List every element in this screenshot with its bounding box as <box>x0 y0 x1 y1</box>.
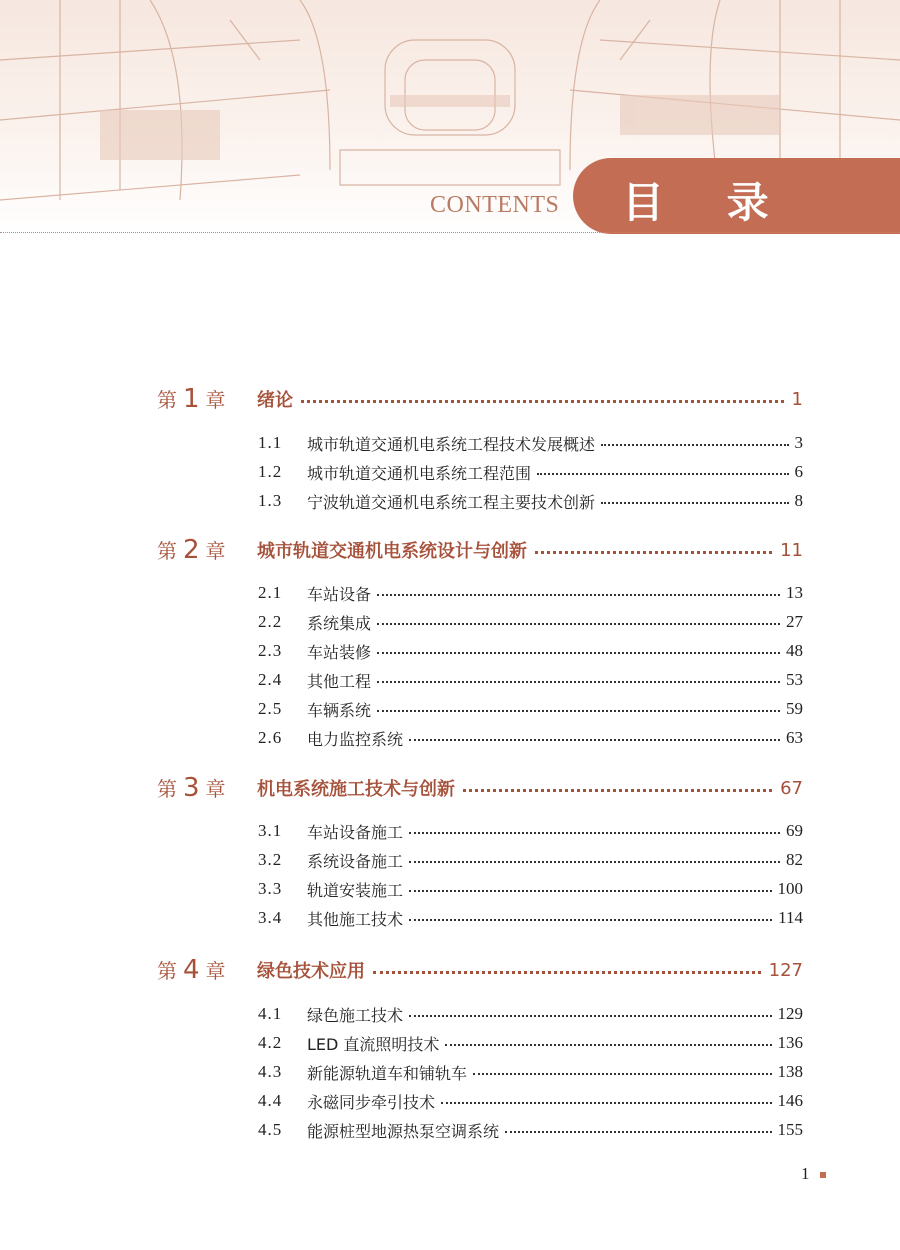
section-entry[interactable] <box>258 459 803 485</box>
section-entry[interactable] <box>258 667 803 693</box>
section-page: 13 <box>786 583 803 602</box>
leader-dots <box>601 444 788 446</box>
page-title: 目 录 <box>622 178 793 227</box>
chapter-title: 绿色技术应用 <box>257 961 365 982</box>
section-number: 2.4 <box>258 670 283 689</box>
section-title: 轨道安装施工 <box>307 880 404 900</box>
leader-dots <box>535 551 772 554</box>
section-entry[interactable] <box>258 1030 803 1056</box>
section-page: 100 <box>777 879 803 898</box>
section-number: 1.2 <box>258 462 283 481</box>
chapter-number: 第 4 章 <box>157 955 226 985</box>
section-number: 1.1 <box>258 433 283 452</box>
section-title: 其他施工技术 <box>307 909 404 929</box>
section-title: 新能源轨道车和铺轨车 <box>307 1063 468 1083</box>
section-entry[interactable] <box>258 430 803 456</box>
section-number: 2.1 <box>258 583 283 602</box>
section-entry[interactable] <box>258 905 803 931</box>
section-title: 电力监控系统 <box>307 729 404 749</box>
section-entry[interactable] <box>258 638 803 664</box>
chapter-title: 绪论 <box>257 390 293 411</box>
contents-label: CONTENTS <box>430 192 560 218</box>
section-page: 146 <box>777 1091 803 1110</box>
chapter-entry[interactable] <box>157 773 803 803</box>
section-number: 2.6 <box>258 728 283 747</box>
leader-dots <box>505 1131 771 1133</box>
section-entry[interactable] <box>258 1088 803 1114</box>
section-number: 2.3 <box>258 641 283 660</box>
section-entry[interactable] <box>258 580 803 606</box>
leader-dots <box>409 861 780 863</box>
section-entry[interactable] <box>258 876 803 902</box>
section-entry[interactable] <box>258 1117 803 1143</box>
section-page: 6 <box>794 462 803 481</box>
header-banner <box>0 0 900 235</box>
section-number: 4.5 <box>258 1120 283 1139</box>
section-page: 53 <box>786 670 803 689</box>
leader-dots <box>301 400 784 403</box>
leader-dots <box>377 710 780 712</box>
section-entry[interactable] <box>258 1001 803 1027</box>
section-page: 63 <box>786 728 803 747</box>
section-page: 3 <box>794 433 803 452</box>
leader-dots <box>441 1102 771 1104</box>
leader-dots <box>537 473 788 475</box>
section-number: 3.3 <box>258 879 283 898</box>
chapter-page: 11 <box>780 539 803 561</box>
section-number: 4.1 <box>258 1004 283 1023</box>
section-title: 车站装修 <box>307 642 372 662</box>
leader-dots <box>445 1044 771 1046</box>
section-page: 155 <box>777 1120 803 1139</box>
section-title: 车站设备施工 <box>307 822 404 842</box>
section-title: 城市轨道交通机电系统工程范围 <box>307 463 532 483</box>
section-title: 绿色施工技术 <box>307 1005 404 1025</box>
section-page: 82 <box>786 850 803 869</box>
section-page: 59 <box>786 699 803 718</box>
section-number: 2.2 <box>258 612 283 631</box>
section-title: 能源桩型地源热泵空调系统 <box>307 1121 500 1141</box>
leader-dots <box>409 1015 771 1017</box>
chapter-title: 机电系统施工技术与创新 <box>257 779 455 800</box>
section-entry[interactable] <box>258 696 803 722</box>
chapter-number: 第 3 章 <box>157 773 226 803</box>
section-page: 69 <box>786 821 803 840</box>
section-entry[interactable] <box>258 725 803 751</box>
chapter-entry[interactable] <box>157 535 803 565</box>
leader-dots <box>377 594 780 596</box>
section-number: 1.3 <box>258 491 283 510</box>
section-number: 4.4 <box>258 1091 283 1110</box>
section-entry[interactable] <box>258 818 803 844</box>
section-number: 4.3 <box>258 1062 283 1081</box>
leader-dots <box>601 502 788 504</box>
leader-dots <box>377 681 780 683</box>
leader-dots <box>373 971 761 974</box>
section-title: 车辆系统 <box>307 700 372 720</box>
section-page: 138 <box>777 1062 803 1081</box>
section-title: 宁波轨道交通机电系统工程主要技术创新 <box>307 492 596 512</box>
section-number: 3.4 <box>258 908 283 927</box>
section-title: 永磁同步牵引技术 <box>307 1092 436 1112</box>
section-page: 114 <box>778 908 803 927</box>
section-number: 3.2 <box>258 850 283 869</box>
section-entry[interactable] <box>258 1059 803 1085</box>
section-entry[interactable] <box>258 609 803 635</box>
section-page: 129 <box>777 1004 803 1023</box>
leader-dots <box>473 1073 771 1075</box>
page-marker <box>820 1172 826 1178</box>
leader-dots <box>377 652 780 654</box>
section-page: 27 <box>786 612 803 631</box>
leader-dots <box>409 832 780 834</box>
section-title: 系统集成 <box>307 613 372 633</box>
section-title: 车站设备 <box>307 584 372 604</box>
section-title: LED 直流照明技术 <box>307 1034 440 1054</box>
leader-dots <box>463 789 772 792</box>
section-number: 2.5 <box>258 699 283 718</box>
chapter-entry[interactable] <box>157 955 803 985</box>
leader-dots <box>377 623 780 625</box>
chapter-page: 1 <box>791 388 803 410</box>
page-number: 1 <box>801 1164 810 1183</box>
section-title: 城市轨道交通机电系统工程技术发展概述 <box>307 434 596 454</box>
section-entry[interactable] <box>258 488 803 514</box>
chapter-page: 127 <box>768 959 803 981</box>
section-entry[interactable] <box>258 847 803 873</box>
chapter-number: 第 1 章 <box>157 384 226 414</box>
section-number: 3.1 <box>258 821 283 840</box>
chapter-title: 城市轨道交通机电系统设计与创新 <box>257 541 527 562</box>
leader-dots <box>409 890 771 892</box>
section-page: 8 <box>794 491 803 510</box>
section-page: 136 <box>777 1033 803 1052</box>
section-page: 48 <box>786 641 803 660</box>
section-title: 其他工程 <box>307 671 372 691</box>
banner-divider <box>0 232 900 233</box>
leader-dots <box>409 919 772 921</box>
section-number: 4.2 <box>258 1033 283 1052</box>
section-title: 系统设备施工 <box>307 851 404 871</box>
chapter-number: 第 2 章 <box>157 535 226 565</box>
chapter-page: 67 <box>780 777 803 799</box>
chapter-entry[interactable] <box>157 384 803 414</box>
leader-dots <box>409 739 780 741</box>
